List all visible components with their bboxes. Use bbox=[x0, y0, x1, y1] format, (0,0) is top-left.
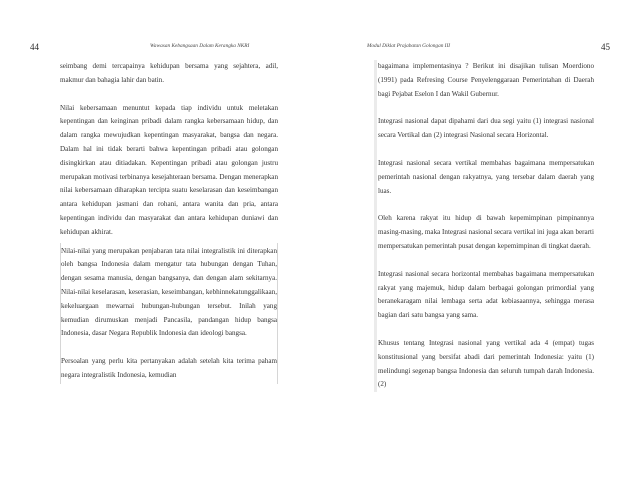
paragraph: seimbang demi tercapainya kehidupan bersama yang sejahtera, adil, makmur dan bahagia lahir dan batin. bbox=[60, 62, 278, 84]
paragraph: bagaimana implementasinya ? Berikut ini disajikan tulisan Moerdiono (1991) pada Refresing Course Penyelenggaraan Pemerintahan di Daerah bagi Pejabat Eselon I dan Wakil Gubernur. bbox=[378, 62, 594, 98]
text-column bbox=[378, 60, 594, 392]
paragraph: Integrasi nasional dapat dipahami dari dua segi yaitu (1) integrasi nasional secara Vertikal dan (2) integrasi Nasional secara Horizontal. bbox=[378, 117, 594, 140]
paragraph: Nilai-nilai yang merupakan penjabaran tata nilai integralistik ini diterapkan oleh bangsa Indonesia dalam mengatur tata hubungan dengan Tuhan, dengan sesama manusia, dengan bangsanya, dan dengan alam sekitarnya. Nilai-nilai keselarasan, keserasian, keseimbangan, kebhinnekatunggalikaan, kekeluargaan mewarnai hubungan-hubungan tersebut. Inilah yang kemudian dirumuskan menjadi Pancasila, pandangan hidup bangsa Indonesia, dasar Negara Republik Indonesia dan ideologi bangsa. bbox=[61, 246, 277, 338]
paragraph: Khusus tentang Integrasi nasional yang vertikal ada 4 (empat) tugas konstitusional yang bersifat abadi dari pemerintah Indonesia: yaitu (1) melindungi segenap bangsa Indonesia dan seluruh tumpah darah Indonesia. (2) bbox=[378, 338, 594, 389]
paragraph: Persoalan yang perlu kita pertanyakan adalah setelah kita terima paham negara integralistik Indonesia, kemudian bbox=[61, 357, 277, 379]
shaded-text-block bbox=[374, 60, 594, 392]
bordered-text-block bbox=[60, 243, 278, 384]
page-number: 45 bbox=[601, 42, 610, 52]
page-number: 44 bbox=[30, 42, 39, 52]
text-column bbox=[60, 60, 278, 384]
paragraph: Integrasi nasional secara vertikal membahas bagaimana mempersatukan pemerintah nasional dengan rakyatnya, yang tersebar dalam daerah yang luas. bbox=[378, 158, 594, 195]
paragraph: Nilai kebersamaan menuntut kepada tiap individu untuk meletakan kepentingan dan keinginan pribadi dalam rangka kebersamaan hidup, dan dalam rangka mewujudkan kepentingan masyarakat, bangsa dan negara. Dalam hal ini tidak berarti bahwa kepentingan pribadi atau golongan disingkirkan atau ditiadakan. Kepentingan pribadi atau golongan justru merupakan motivasi terbinanya kesejahteraan bersama. Dengan menerapkan nilai kebersamaan diharapkan tercipta suatu keselarasan dan keseimbangan antara kehidupan jasmani dan rohani, antara wanita dan pria, antara kepentingan individu dan masyarakat dan antara kehidupan duniawi dan kehidupan akhirat. bbox=[60, 103, 278, 236]
running-head: Wawasan Kebangsaan Dalam Kerangka NKRI bbox=[150, 43, 250, 49]
paragraph: Integrasi nasional secara horizontal membahas bagaimana mempersatukan rakyat yang majemuk, hidup dalam berbagai golongan primordial yang beranekaragam nilai lembaga serta adat kebiasaannya, sehingga merasa bagian dari satu bangsa yang sama. bbox=[378, 269, 594, 320]
running-head: Modul Diklat Prajabatan Golongan III bbox=[367, 43, 450, 49]
paragraph: Oleh karena rakyat itu hidup di bawah kepemimpinan pimpinannya masing-masing, maka Integrasi nasional secara vertikal ini juga akan berarti mempersatukan pemerintah pusat dengan kepemimpinan di tingkat daerah. bbox=[378, 214, 594, 250]
right-page bbox=[319, 0, 638, 493]
